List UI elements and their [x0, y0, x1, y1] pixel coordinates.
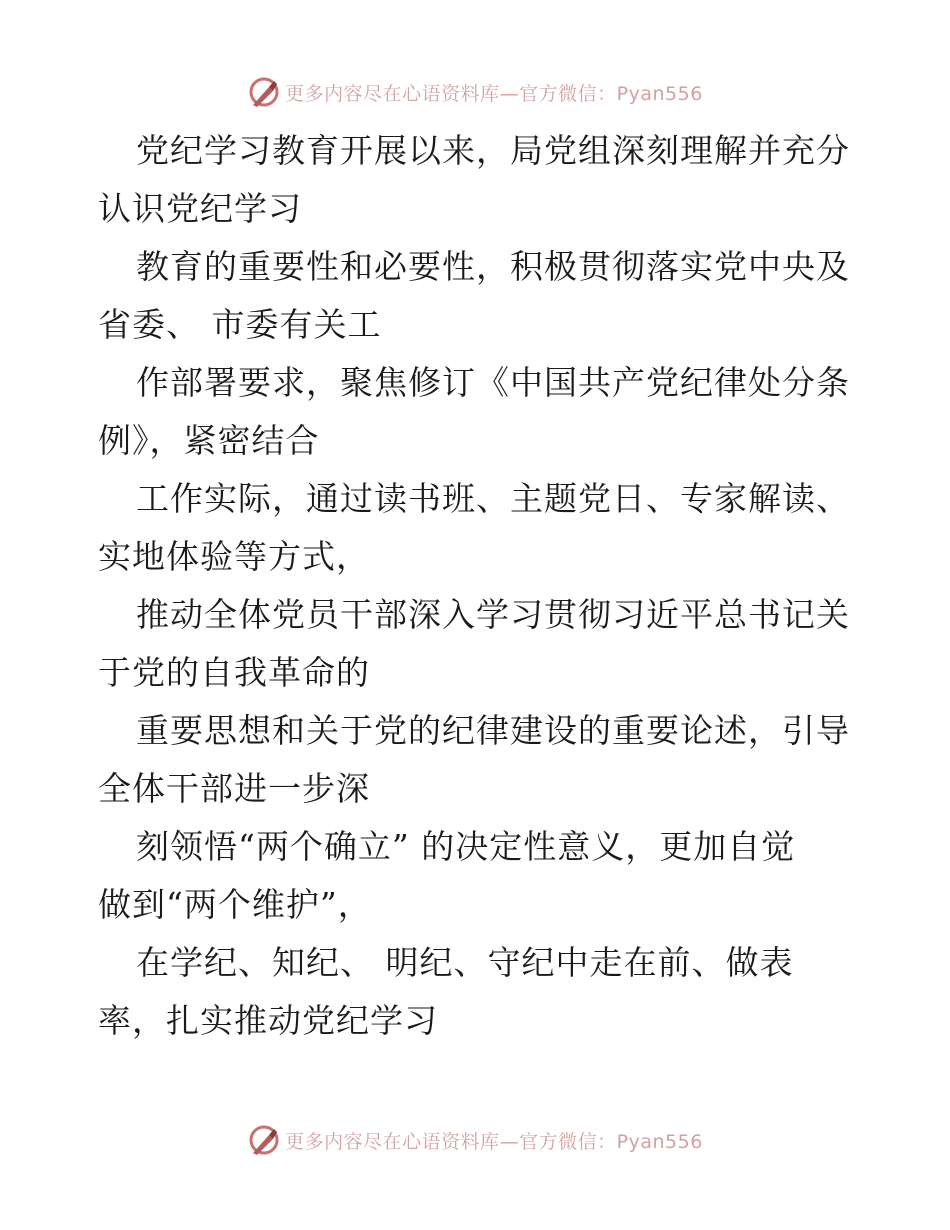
paragraph-line: 在学纪、知纪、 明纪、守纪中走在前、做表 — [136, 943, 794, 982]
watermark-text: 更多内容尽在心语资料库—官方微信：Pyan556 — [285, 82, 703, 105]
paragraph-line: 教育的重要性和必要性，积极贯彻落实党中央及 — [136, 247, 850, 286]
paragraph — [98, 586, 858, 702]
header-watermark — [0, 72, 950, 112]
paragraph-line: 全体干部进一步深 — [98, 769, 370, 808]
paragraph-line: 例》，紧密结合 — [98, 421, 320, 460]
paragraph-line: 作部署要求，聚焦修订《中国共产党纪律处分条 — [136, 363, 850, 402]
pen-logo-icon — [247, 1123, 281, 1157]
paragraph-line: 于党的自我革命的 — [98, 653, 370, 692]
paragraph-line: 党纪学习教育开展以来，局党组深刻理解并充分 — [136, 131, 850, 170]
paragraph-line: 工作实际，通过读书班、主题党日、专家解读、 — [136, 479, 850, 518]
document-body — [98, 122, 858, 1050]
paragraph-line: 省委、 市委有关工 — [98, 305, 382, 344]
paragraph — [98, 934, 858, 1050]
paragraph — [98, 354, 858, 470]
paragraph — [98, 238, 858, 354]
paragraph — [98, 122, 858, 238]
watermark-text: 更多内容尽在心语资料库—官方微信：Pyan556 — [285, 1130, 703, 1153]
paragraph-line: 做到“两个维护”， — [98, 885, 372, 924]
paragraph-line: 重要思想和关于党的纪律建设的重要论述，引导 — [136, 711, 850, 750]
pen-logo-icon — [247, 75, 281, 109]
paragraph — [98, 470, 858, 586]
paragraph-line: 推动全体党员干部深入学习贯彻习近平总书记关 — [136, 595, 850, 634]
footer-watermark — [0, 1120, 950, 1160]
paragraph-line: 刻领悟“两个确立” 的决定性意义，更加自觉 — [136, 827, 796, 866]
paragraph — [98, 818, 858, 934]
paragraph-line: 实地体验等方式， — [98, 537, 370, 576]
paragraph — [98, 702, 858, 818]
paragraph-line: 认识党纪学习 — [98, 189, 302, 228]
paragraph-line: 率，扎实推动党纪学习 — [98, 1001, 438, 1040]
